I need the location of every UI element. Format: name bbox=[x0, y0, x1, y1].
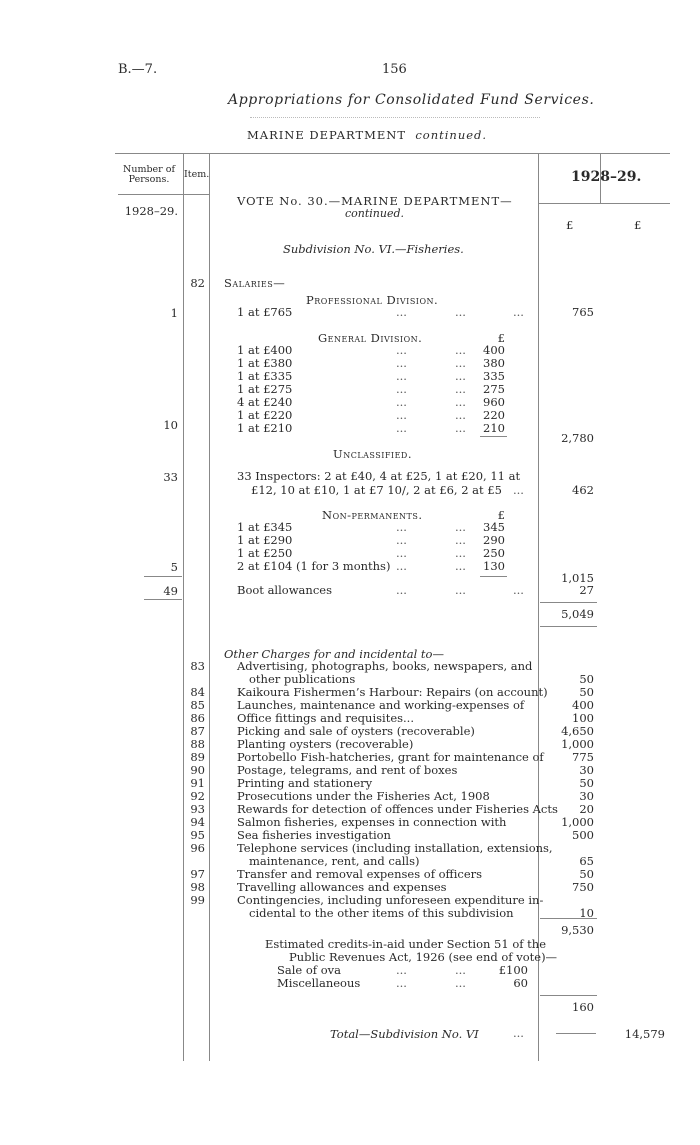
other-item-label: other publications bbox=[249, 672, 356, 686]
item-number: 90 bbox=[190, 763, 205, 777]
other-item-amount: 775 bbox=[572, 750, 594, 764]
leader-dots: ... bbox=[455, 369, 466, 383]
item-number: 89 bbox=[190, 750, 205, 764]
general-pound: £ bbox=[497, 331, 505, 345]
title-rule bbox=[250, 117, 540, 118]
table-top-rule bbox=[115, 153, 670, 154]
item-number: 94 bbox=[190, 815, 205, 829]
leader-dots: ... bbox=[455, 546, 466, 560]
leader-dots: ... bbox=[455, 963, 466, 977]
leader-dots: ... bbox=[396, 559, 407, 573]
persons-heading-rule bbox=[118, 194, 183, 195]
leader-dots: ... bbox=[396, 343, 407, 357]
total-persons: 49 bbox=[163, 584, 178, 598]
other-item-amount: 30 bbox=[579, 763, 594, 777]
leader-dots: ... bbox=[455, 408, 466, 422]
unclassified-heading: Unclassified. bbox=[333, 447, 413, 461]
nonperm-row-value: 345 bbox=[483, 520, 505, 534]
leader-dots: ... bbox=[396, 583, 407, 597]
other-item-amount: 50 bbox=[579, 672, 594, 686]
vote-title: VOTE No. 30.—MARINE DEPARTMENT— bbox=[237, 194, 513, 208]
other-item-label: Office fittings and requisites... bbox=[237, 711, 414, 725]
general-row-value: 380 bbox=[483, 356, 505, 370]
general-row-value: 220 bbox=[483, 408, 505, 422]
other-item-label: Rewards for detection of offences under Fisheries Acts bbox=[237, 802, 558, 816]
other-item-amount: 750 bbox=[572, 880, 594, 894]
item-number: 92 bbox=[190, 789, 205, 803]
other-item-amount: 10 bbox=[579, 906, 594, 920]
subdivision-total-label: Total—Subdivision No. VI bbox=[330, 1027, 479, 1041]
nonperm-rule bbox=[480, 576, 507, 577]
leader-dots: ... bbox=[396, 963, 407, 977]
credits-total: 160 bbox=[572, 1000, 594, 1014]
general-persons: 10 bbox=[163, 418, 178, 432]
item-number: 83 bbox=[190, 659, 205, 673]
other-item-label: Kaikoura Fishermen’s Harbour: Repairs (on account) bbox=[237, 685, 548, 699]
leader-dots: ... bbox=[455, 583, 466, 597]
leader-dots: ... bbox=[455, 533, 466, 547]
leader-dots: ... bbox=[396, 382, 407, 396]
other-item-amount: 20 bbox=[579, 802, 594, 816]
credits-row-label: Sale of ova bbox=[277, 963, 341, 977]
item-number: 85 bbox=[190, 698, 205, 712]
leader-dots: ... bbox=[513, 483, 524, 497]
leader-dots: ... bbox=[396, 356, 407, 370]
general-row-label: 1 at £275 bbox=[237, 382, 293, 396]
nonperm-pound: £ bbox=[497, 508, 505, 522]
salaries-total: 5,049 bbox=[561, 607, 594, 621]
other-item-label: Salmon fisheries, expenses in connection with bbox=[237, 815, 507, 829]
general-row-label: 1 at £210 bbox=[237, 421, 293, 435]
item-number: 97 bbox=[190, 867, 205, 881]
pound-col2: £ bbox=[634, 218, 642, 232]
leader-dots: ... bbox=[396, 421, 407, 435]
other-item-label: Contingencies, including unforeseen expenditure in- bbox=[237, 893, 544, 907]
other-item-label: Picking and sale of oysters (recoverable) bbox=[237, 724, 475, 738]
other-item-label: Launches, maintenance and working-expenses of bbox=[237, 698, 525, 712]
leader-dots: ... bbox=[513, 1026, 524, 1040]
item-number: 98 bbox=[190, 880, 205, 894]
general-row-value: 210 bbox=[483, 421, 505, 435]
other-item-label: Planting oysters (recoverable) bbox=[237, 737, 414, 751]
general-row-label: 1 at £220 bbox=[237, 408, 293, 422]
leader-dots: ... bbox=[513, 583, 524, 597]
item-82: 82 bbox=[190, 276, 205, 290]
leader-dots: ... bbox=[396, 395, 407, 409]
other-item-amount: 400 bbox=[572, 698, 594, 712]
other-item-amount: 50 bbox=[579, 776, 594, 790]
credits-row-label: Miscellaneous bbox=[277, 976, 361, 990]
nonperm-persons: 5 bbox=[170, 560, 178, 574]
credits-rule bbox=[540, 995, 597, 996]
boot-amount: 27 bbox=[579, 583, 594, 597]
other-item-label: Transfer and removal expenses of officers bbox=[237, 867, 483, 881]
item-heading-rule bbox=[184, 194, 209, 195]
salaries-heading: Salaries— bbox=[224, 276, 286, 290]
general-heading: General Division. bbox=[318, 331, 423, 345]
leader-dots: ... bbox=[396, 533, 407, 547]
leader-dots: ... bbox=[455, 559, 466, 573]
col-divider-amount1 bbox=[538, 153, 539, 1061]
nonperm-row-label: 2 at £104 (1 for 3 months) bbox=[237, 559, 391, 573]
nonperm-row-label: 1 at £290 bbox=[237, 533, 293, 547]
persons-total-rule bbox=[144, 599, 182, 600]
item-heading: Item. bbox=[184, 169, 210, 180]
other-item-amount: 1,000 bbox=[561, 815, 594, 829]
general-row-value: 275 bbox=[483, 382, 505, 396]
nonperm-row-value: 290 bbox=[483, 533, 505, 547]
boot-label: Boot allowances bbox=[237, 583, 332, 597]
leader-dots: ... bbox=[455, 421, 466, 435]
other-item-label: Printing and stationery bbox=[237, 776, 373, 790]
leader-dots: ... bbox=[455, 305, 466, 319]
item-number: 95 bbox=[190, 828, 205, 842]
other-item-amount: 4,650 bbox=[561, 724, 594, 738]
nonperm-row-label: 1 at £250 bbox=[237, 546, 293, 560]
credits-line1: Estimated credits-in-aid under Section 51 of the bbox=[265, 937, 547, 951]
other-item-amount: 30 bbox=[579, 789, 594, 803]
other-charges-heading: Other Charges for and incidental to— bbox=[224, 647, 444, 661]
leader-dots: ... bbox=[396, 520, 407, 534]
leader-dots: ... bbox=[455, 520, 466, 534]
salaries-total-rule bbox=[540, 626, 597, 627]
other-item-label: Sea fisheries investigation bbox=[237, 828, 391, 842]
persons-sum-rule bbox=[144, 576, 182, 577]
general-row-label: 1 at £380 bbox=[237, 356, 293, 370]
unclassified-line2: £12, 10 at £10, 1 at £7 10/, 2 at £6, 2 at £5 bbox=[251, 483, 502, 497]
footer-rule bbox=[556, 1033, 596, 1034]
salaries-rule bbox=[540, 602, 597, 603]
item-number: 84 bbox=[190, 685, 205, 699]
leader-dots: ... bbox=[455, 395, 466, 409]
other-item-label: Portobello Fish-hatcheries, grant for maintenance of bbox=[237, 750, 544, 764]
other-item-label: Prosecutions under the Fisheries Act, 1908 bbox=[237, 789, 490, 803]
item-number: 88 bbox=[190, 737, 205, 751]
dept-title bbox=[247, 128, 487, 142]
general-row-value: 960 bbox=[483, 395, 505, 409]
unclassified-line1: 33 Inspectors: 2 at £40, 4 at £25, 1 at £20, 11 at bbox=[237, 469, 521, 483]
other-item-amount: 50 bbox=[579, 867, 594, 881]
item-number: 99 bbox=[190, 893, 205, 907]
nonperm-total: 1,015 bbox=[561, 571, 594, 585]
other-item-label: Telephone services (including installation, extensions, bbox=[237, 841, 553, 855]
other-item-label: Advertising, photographs, books, newspapers, and bbox=[237, 659, 533, 673]
nonperm-row-label: 1 at £345 bbox=[237, 520, 293, 534]
item-number: 93 bbox=[190, 802, 205, 816]
other-item-amount: 100 bbox=[572, 711, 594, 725]
other-item-amount: 500 bbox=[572, 828, 594, 842]
general-row-value: 400 bbox=[483, 343, 505, 357]
credits-row-value: £100 bbox=[498, 963, 528, 977]
dept-continued: continued. bbox=[415, 128, 488, 142]
leader-dots: ... bbox=[455, 976, 466, 990]
professional-persons: 1 bbox=[170, 306, 178, 320]
amount-year: 1928–29. bbox=[571, 169, 642, 185]
page-ref: B.—7. bbox=[118, 62, 158, 77]
leader-dots: ... bbox=[396, 369, 407, 383]
professional-row-label: 1 at £765 bbox=[237, 305, 293, 319]
leader-dots: ... bbox=[455, 382, 466, 396]
leader-dots: ... bbox=[396, 408, 407, 422]
item-number: 86 bbox=[190, 711, 205, 725]
nonperm-row-value: 250 bbox=[483, 546, 505, 560]
nonperm-row-value: 130 bbox=[483, 559, 505, 573]
unclassified-persons: 33 bbox=[163, 470, 178, 484]
dept-main: MARINE DEPARTMENT bbox=[247, 128, 407, 142]
credits-row-value: 60 bbox=[513, 976, 528, 990]
general-total: 2,780 bbox=[561, 431, 594, 445]
amount-heading-rule bbox=[538, 203, 670, 204]
general-rule bbox=[480, 436, 507, 437]
page-title: Appropriations for Consolidated Fund Services. bbox=[228, 92, 595, 108]
nonperm-heading: Non-permanents. bbox=[322, 508, 423, 522]
professional-amount: 765 bbox=[572, 305, 594, 319]
general-row-label: 1 at £400 bbox=[237, 343, 293, 357]
general-row-label: 4 at £240 bbox=[237, 395, 293, 409]
other-rule bbox=[540, 918, 597, 919]
persons-year: 1928–29. bbox=[124, 204, 178, 218]
general-row-label: 1 at £335 bbox=[237, 369, 293, 383]
leader-dots: ... bbox=[455, 343, 466, 357]
other-item-label: maintenance, rent, and calls) bbox=[249, 854, 420, 868]
other-item-label: Travelling allowances and expenses bbox=[237, 880, 447, 894]
page-number: 156 bbox=[382, 62, 407, 77]
leader-dots: ... bbox=[396, 976, 407, 990]
other-item-label: cidental to the other items of this subdivision bbox=[249, 906, 514, 920]
item-number: 91 bbox=[190, 776, 205, 790]
general-row-value: 335 bbox=[483, 369, 505, 383]
item-number: 96 bbox=[190, 841, 205, 855]
other-item-amount: 65 bbox=[579, 854, 594, 868]
col-divider-item bbox=[209, 153, 210, 1061]
other-item-label: Postage, telegrams, and rent of boxes bbox=[237, 763, 458, 777]
other-item-amount: 1,000 bbox=[561, 737, 594, 751]
leader-dots: ... bbox=[513, 305, 524, 319]
credits-line2: Public Revenues Act, 1926 (see end of vote)— bbox=[289, 950, 558, 964]
subdivision-title: Subdivision No. VI.—Fisheries. bbox=[283, 242, 464, 256]
other-total: 9,530 bbox=[561, 923, 594, 937]
pound-col1: £ bbox=[566, 218, 574, 232]
subdivision-total-amount: 14,579 bbox=[624, 1027, 665, 1041]
item-number: 87 bbox=[190, 724, 205, 738]
leader-dots: ... bbox=[396, 546, 407, 560]
unclassified-amount: 462 bbox=[572, 483, 594, 497]
other-item-amount: 50 bbox=[579, 685, 594, 699]
leader-dots: ... bbox=[455, 356, 466, 370]
professional-heading: Professional Division. bbox=[306, 293, 439, 307]
persons-heading: Number of Persons. bbox=[123, 164, 175, 185]
leader-dots: ... bbox=[396, 305, 407, 319]
vote-continued: continued. bbox=[345, 207, 405, 220]
